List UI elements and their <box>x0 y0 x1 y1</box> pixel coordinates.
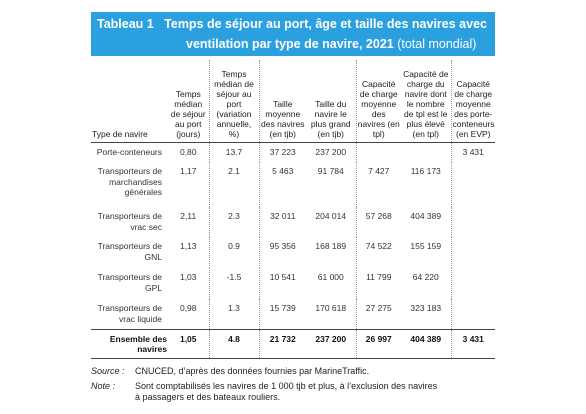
table-cell: 116 173 <box>410 166 441 176</box>
title-text-line1: Temps de séjour au port, âge et taille des navires avec <box>164 17 487 31</box>
table-row <box>91 162 495 207</box>
table-cell <box>451 299 495 329</box>
top-header-strip <box>0 0 586 10</box>
data-table <box>91 60 495 359</box>
column-header: Type de navire <box>91 60 168 142</box>
table-cell: 3 431 <box>451 329 495 358</box>
table-row <box>91 299 495 329</box>
column-header: Temps médian de séjour au port (jours) <box>168 60 209 142</box>
table-cell: 1,13 <box>179 241 197 251</box>
table-cell: 237 200 <box>315 146 347 157</box>
title-scope: (total mondial) <box>397 37 477 51</box>
table-cell <box>451 162 495 207</box>
table-row <box>91 268 495 299</box>
row-label: Transporteurs de vrac sec <box>97 211 162 232</box>
row-label: Transporteurs de GNL <box>97 241 162 262</box>
column-header: Capacité de charge du navire dont le nombre de tpl est le plus élevé (en tpl) <box>401 60 451 142</box>
table-cell: 1,17 <box>179 166 197 176</box>
table-cell: 15 739 <box>259 299 306 329</box>
table-cell: 37 223 <box>259 142 306 162</box>
table-cell: 204 014 <box>315 211 347 221</box>
row-label: Ensemble des navires <box>91 329 168 358</box>
row-label: Transporteurs de marchandises générales <box>97 166 162 197</box>
table-cell: 2.3 <box>209 207 259 237</box>
row-label: Transporteurs de vrac liquide <box>97 303 162 324</box>
table-cell: 0,98 <box>179 303 197 313</box>
table-cell: 2.1 <box>209 162 259 207</box>
table-cell: 27 275 <box>356 299 401 329</box>
table-cell: 155 159 <box>410 241 442 251</box>
table-row <box>91 207 495 237</box>
table-cell: 13.7 <box>209 142 259 162</box>
table-cell: 26 997 <box>356 329 401 358</box>
table-cell: 323 183 <box>410 303 442 313</box>
source-text: CNUCED, d’après des données fournies par MarineTraffic. <box>135 366 370 376</box>
table-cell: 0,80 <box>179 146 197 157</box>
table-cell: 32 011 <box>259 207 306 237</box>
title-text-line2: ventilation par type de navire, 2021 <box>186 37 394 51</box>
table-cell: 170 618 <box>315 303 347 313</box>
table-cell: 10 541 <box>259 268 306 299</box>
column-header: Taille du navire le plus grand (en tjb) <box>306 60 356 142</box>
title-line-2 <box>186 37 476 51</box>
table-cell <box>356 142 401 162</box>
note-text-1: Sont comptabilisés les navires de 1 000 tjb et plus, à l’exclusion des navires <box>135 381 438 391</box>
table-cell: 1,03 <box>179 272 197 282</box>
table-cell: 64 220 <box>412 272 439 282</box>
table-cell: 168 189 <box>315 241 347 251</box>
table-cell: 95 356 <box>259 237 306 268</box>
table-cell: 74 522 <box>356 237 401 268</box>
table-cell: 404 389 <box>410 211 442 221</box>
table-cell: 404 389 <box>401 329 451 358</box>
table-cell: 91 784 <box>317 166 344 176</box>
source-label: Source : <box>91 366 125 376</box>
table-cell: 61 000 <box>317 272 344 282</box>
table-cell: 21 732 <box>259 329 306 358</box>
table-cell: 57 268 <box>356 207 401 237</box>
title-line-1 <box>97 17 487 31</box>
source-line <box>91 366 437 377</box>
header-row <box>91 60 495 142</box>
row-label: Porte-conteneurs <box>96 146 162 157</box>
table-cell: 1,05 <box>168 329 209 358</box>
column-header: Temps médian de séjour au port (variation annuelle, %) <box>209 60 259 142</box>
table-cell: 3 431 <box>451 142 495 162</box>
note-text-2: à passagers et des bateaux rouliers. <box>135 392 281 402</box>
table-cell: -1.5 <box>209 268 259 299</box>
table-number: Tableau 1 <box>97 17 154 31</box>
column-header: Capacité de charge moyenne des navires (en tpl) <box>356 60 401 142</box>
table-cell: 7 427 <box>356 162 401 207</box>
column-header: Capacité de charge moyenne des porte-conteneurs (en EVP) <box>451 60 495 142</box>
table-cell: 237 200 <box>306 329 356 358</box>
total-row <box>91 329 495 358</box>
note-line <box>91 381 437 392</box>
note-label: Note : <box>91 381 116 391</box>
table-title-banner <box>91 12 495 56</box>
table-row <box>91 142 495 162</box>
table-notes <box>91 366 437 403</box>
table-cell <box>401 142 451 162</box>
table-cell: 11 799 <box>356 268 401 299</box>
column-header: Taille moyenne des navires (en tjb) <box>259 60 306 142</box>
table-cell: 5 463 <box>259 162 306 207</box>
table-cell: 1.3 <box>209 299 259 329</box>
table-cell <box>451 207 495 237</box>
table-cell <box>451 268 495 299</box>
table-cell: 4.8 <box>209 329 259 358</box>
table-cell <box>451 237 495 268</box>
row-label: Transporteurs de GPL <box>97 272 162 293</box>
table-row <box>91 237 495 268</box>
note-line-2 <box>91 392 437 403</box>
table-cell: 2,11 <box>180 211 197 221</box>
table-cell: 0.9 <box>209 237 259 268</box>
